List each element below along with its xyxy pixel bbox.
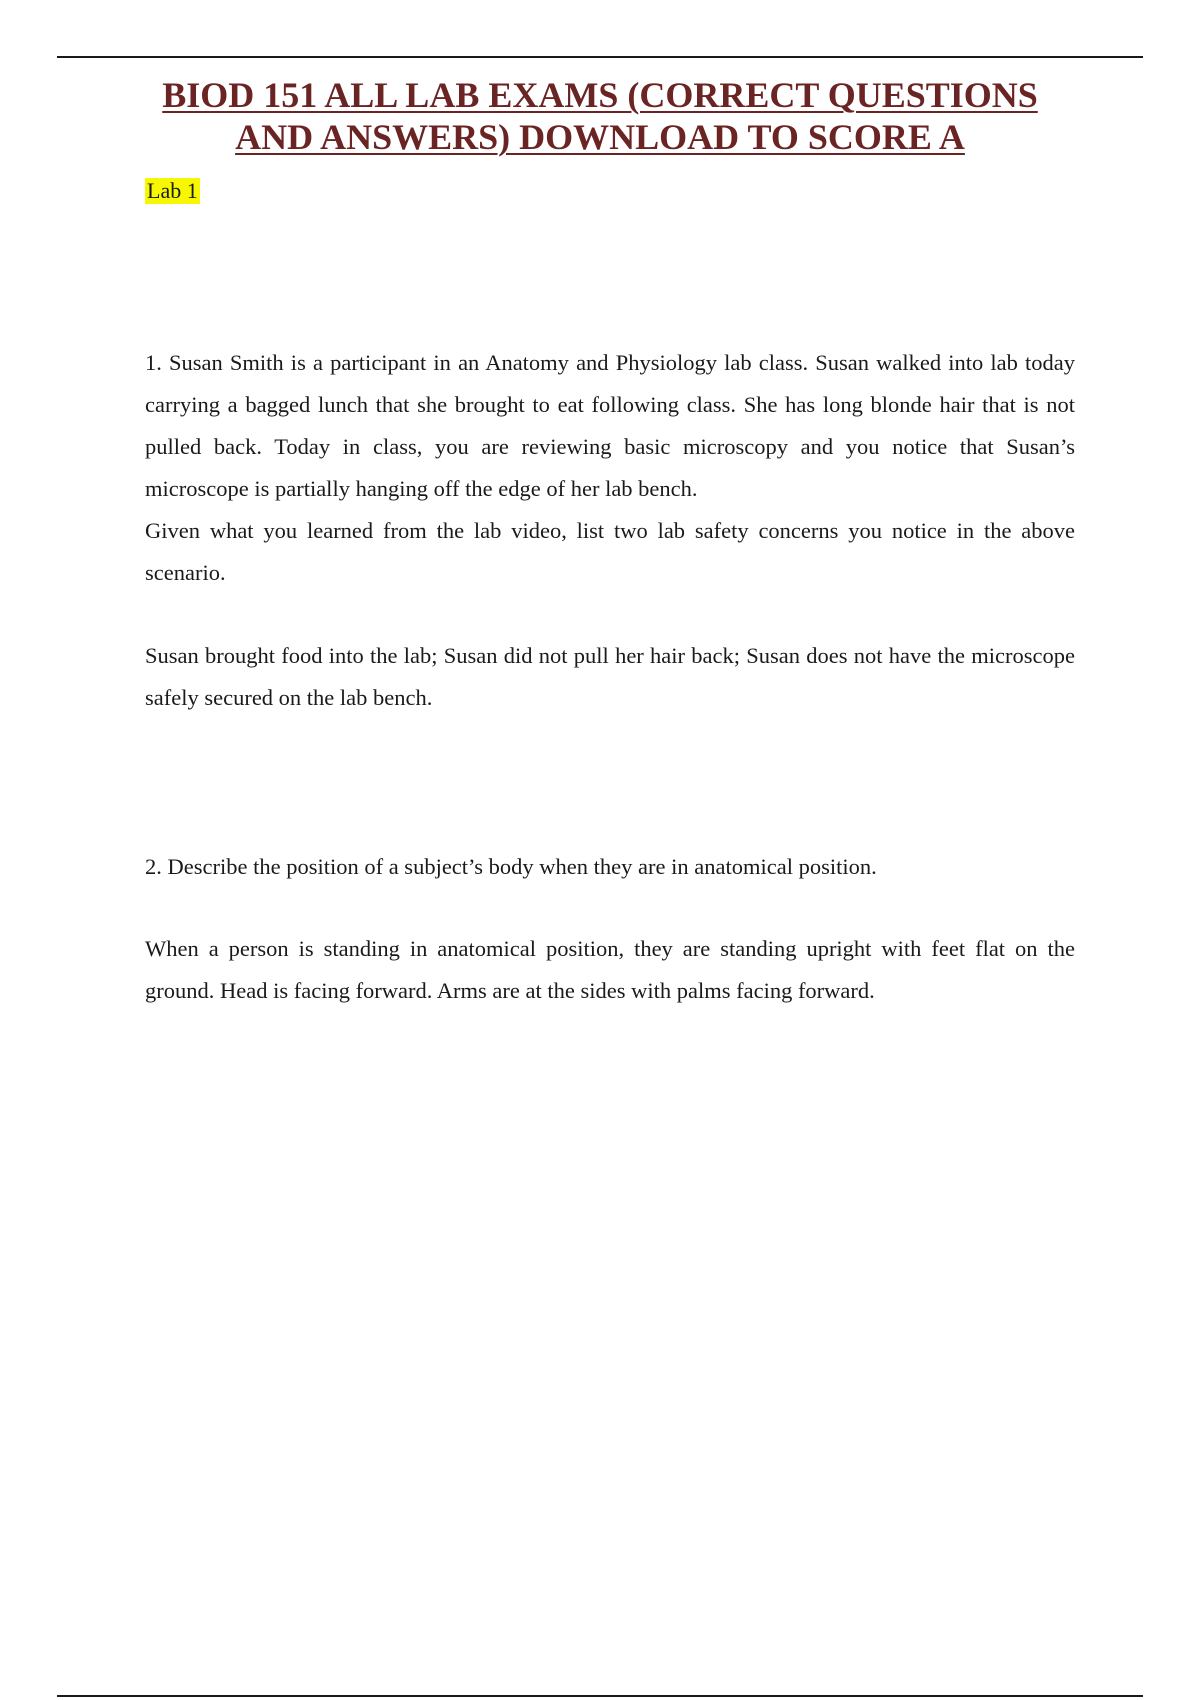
- answer-1-text: Susan brought food into the lab; Susan did not pull her hair back; Susan does not have the microscope safely secured on the lab bench.: [145, 643, 1075, 710]
- question-2-text: 2. Describe the position of a subject’s body when they are in anatomical position.: [145, 854, 877, 879]
- answer-2-text: When a person is standing in anatomical position, they are standing upright with feet flat on the ground. Head is facing forward. Arms are at the sides with palms facing forward.: [145, 936, 1075, 1003]
- bottom-rule: [57, 1695, 1143, 1697]
- section-label-highlighted: Lab 1: [147, 178, 198, 203]
- question-1-text: 1. Susan Smith is a participant in an Anatomy and Physiology lab class. Susan walked into lab today carrying a bagged lunch that she brought to eat following class. She has long blonde hair that is not pulled back. Today in class, you are reviewing basic microscopy and you notice that Susan’s microscope is partially hanging off the edge of her lab bench.: [145, 350, 1075, 501]
- document-title: BIOD 151 ALL LAB EXAMS (CORRECT QUESTIONS AND ANSWERS) DOWNLOAD TO SCORE A: [162, 75, 1038, 157]
- top-rule: [57, 56, 1143, 58]
- question-1-prompt: Given what you learned from the lab video, list two lab safety concerns you notice in the above scenario.: [145, 518, 1075, 585]
